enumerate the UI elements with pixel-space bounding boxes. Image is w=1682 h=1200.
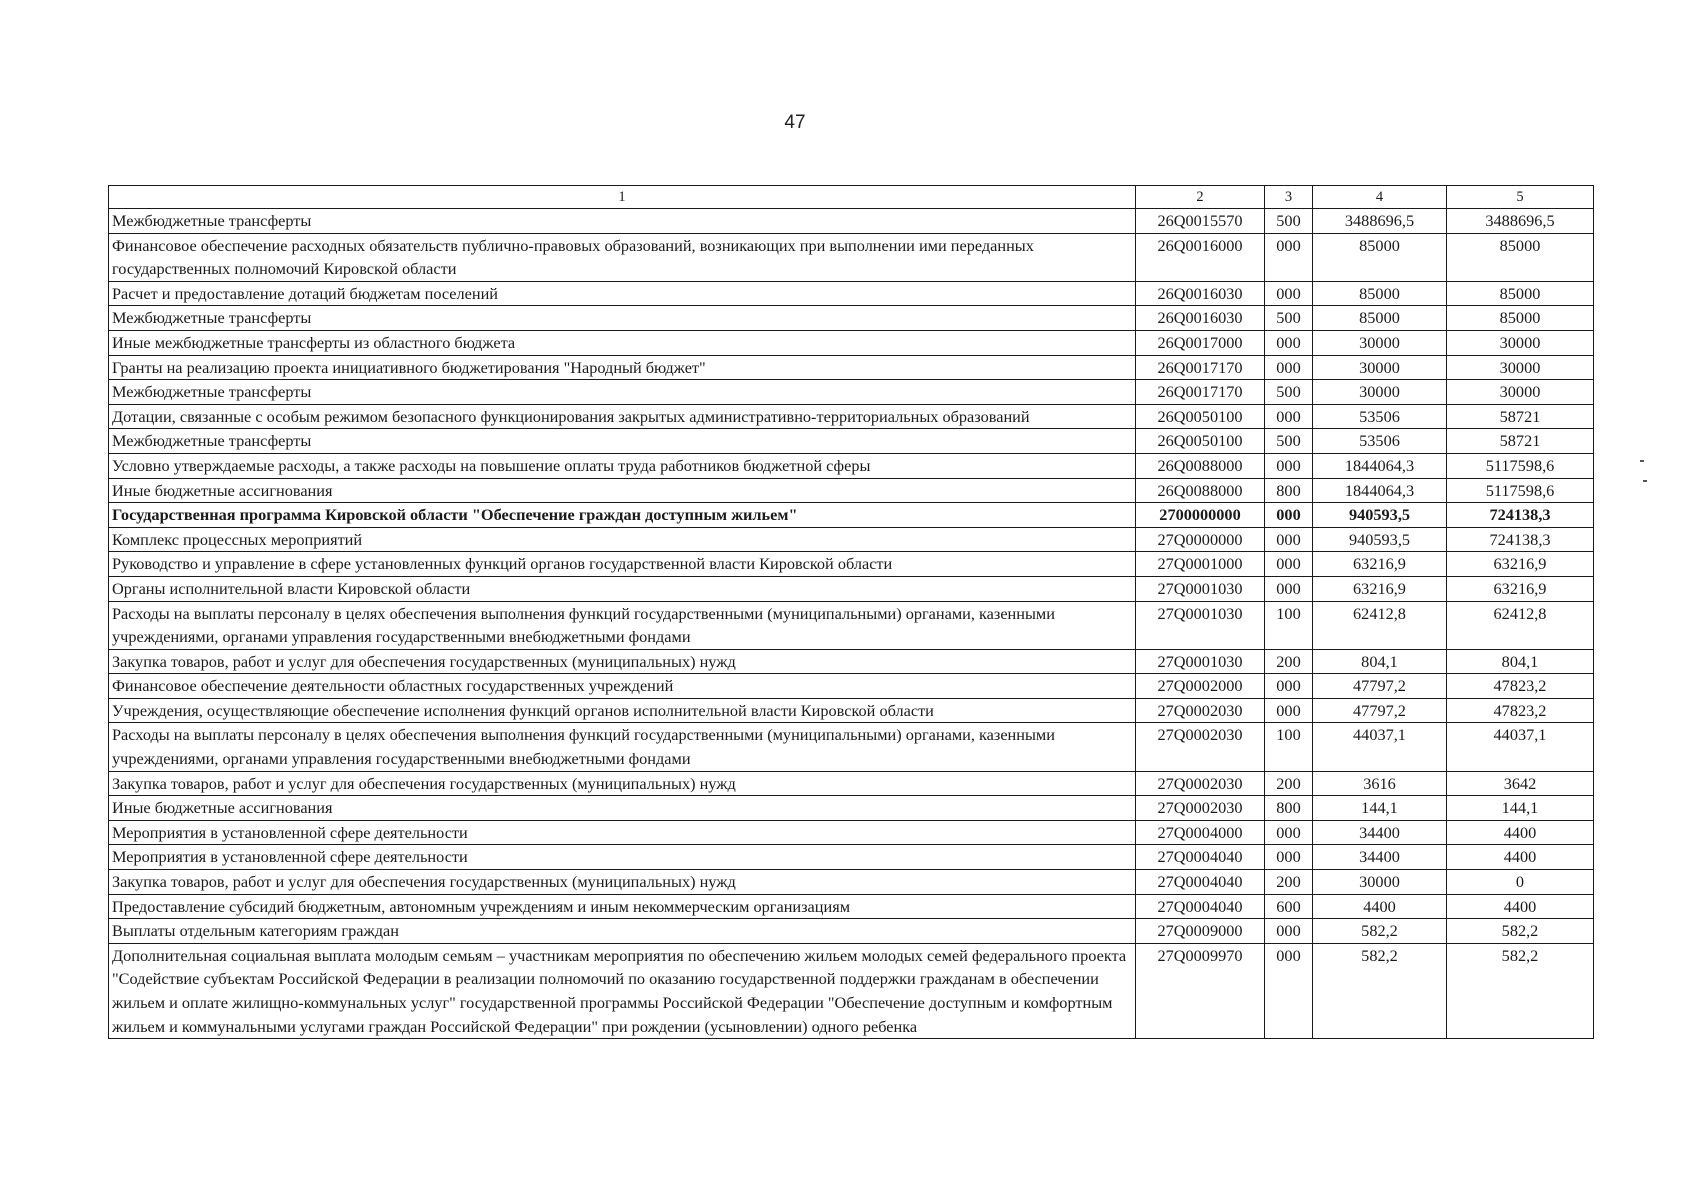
row-value-year2-cell: 804,1 [1447, 649, 1594, 674]
row-type-cell: 000 [1265, 503, 1313, 528]
scan-speck [1643, 480, 1647, 482]
table-row [109, 503, 1594, 528]
table-row [109, 552, 1594, 577]
row-value-year2-cell: 47823,2 [1447, 674, 1594, 699]
row-value-year2-cell: 47823,2 [1447, 698, 1594, 723]
row-value-year2-cell: 44037,1 [1447, 723, 1594, 771]
row-type-cell: 000 [1265, 674, 1313, 699]
row-name-cell: Межбюджетные трансферты [109, 429, 1136, 454]
row-code-cell: 27Q0002030 [1136, 796, 1265, 821]
row-value-year2-cell: 0 [1447, 870, 1594, 895]
row-value-year2-cell: 63216,9 [1447, 552, 1594, 577]
row-code-cell: 27Q0009970 [1136, 943, 1265, 1038]
row-value-year1-cell: 582,2 [1313, 919, 1447, 944]
table-row [109, 601, 1594, 649]
row-type-cell: 000 [1265, 281, 1313, 306]
row-name-cell: Межбюджетные трансферты [109, 380, 1136, 405]
row-code-cell: 27Q0001000 [1136, 552, 1265, 577]
row-code-cell: 27Q0002030 [1136, 698, 1265, 723]
row-code-cell: 26Q0088000 [1136, 453, 1265, 478]
row-value-year1-cell: 30000 [1313, 380, 1447, 405]
row-value-year1-cell: 85000 [1313, 233, 1447, 281]
row-type-cell: 100 [1265, 601, 1313, 649]
row-value-year1-cell: 85000 [1313, 281, 1447, 306]
row-type-cell: 000 [1265, 233, 1313, 281]
row-value-year2-cell: 144,1 [1447, 796, 1594, 821]
row-code-cell: 27Q0002030 [1136, 771, 1265, 796]
table-row [109, 894, 1594, 919]
row-value-year1-cell: 44037,1 [1313, 723, 1447, 771]
row-code-cell: 27Q0002030 [1136, 723, 1265, 771]
table-row [109, 478, 1594, 503]
row-value-year1-cell: 62412,8 [1313, 601, 1447, 649]
table-row [109, 281, 1594, 306]
row-type-cell: 000 [1265, 845, 1313, 870]
row-value-year2-cell: 724138,3 [1447, 503, 1594, 528]
row-type-cell: 000 [1265, 355, 1313, 380]
row-value-year2-cell: 5117598,6 [1447, 478, 1594, 503]
row-code-cell: 26Q0017170 [1136, 355, 1265, 380]
row-code-cell: 26Q0017170 [1136, 380, 1265, 405]
row-value-year2-cell: 4400 [1447, 820, 1594, 845]
row-value-year2-cell: 30000 [1447, 380, 1594, 405]
row-type-cell: 100 [1265, 723, 1313, 771]
row-value-year1-cell: 144,1 [1313, 796, 1447, 821]
table-row [109, 649, 1594, 674]
row-value-year1-cell: 53506 [1313, 429, 1447, 454]
row-name-cell: Межбюджетные трансферты [109, 209, 1136, 234]
row-code-cell: 26Q0017000 [1136, 330, 1265, 355]
table-row [109, 209, 1594, 234]
table-row [109, 870, 1594, 895]
row-name-cell: Закупка товаров, работ и услуг для обеспечения государственных (муниципальных) нужд [109, 771, 1136, 796]
row-name-cell: Учреждения, осуществляющие обеспечение исполнения функций органов исполнительной власти Кировской области [109, 698, 1136, 723]
row-value-year1-cell: 47797,2 [1313, 674, 1447, 699]
row-value-year1-cell: 3616 [1313, 771, 1447, 796]
row-type-cell: 000 [1265, 453, 1313, 478]
table-header-row [109, 186, 1594, 209]
row-name-cell: Расходы на выплаты персоналу в целях обеспечения выполнения функций государственными (муниципальными) органами, казенными учреждениями, органами управления государственными внебюджетными фондами [109, 723, 1136, 771]
row-type-cell: 200 [1265, 870, 1313, 895]
row-code-cell: 27Q0002000 [1136, 674, 1265, 699]
table-row [109, 919, 1594, 944]
row-value-year2-cell: 30000 [1447, 355, 1594, 380]
row-code-cell: 27Q0004040 [1136, 845, 1265, 870]
row-type-cell: 800 [1265, 796, 1313, 821]
row-type-cell: 000 [1265, 404, 1313, 429]
row-value-year1-cell: 1844064,3 [1313, 453, 1447, 478]
row-type-cell: 200 [1265, 771, 1313, 796]
row-name-cell: Иные бюджетные ассигнования [109, 478, 1136, 503]
row-name-cell: Финансовое обеспечение деятельности областных государственных учреждений [109, 674, 1136, 699]
row-type-cell: 500 [1265, 209, 1313, 234]
column-header-code: 2 [1136, 186, 1265, 209]
row-code-cell: 27Q0004040 [1136, 870, 1265, 895]
row-type-cell: 800 [1265, 478, 1313, 503]
table-row [109, 429, 1594, 454]
row-name-cell: Предоставление субсидий бюджетным, автономным учреждениям и иным некоммерческим организациям [109, 894, 1136, 919]
row-code-cell: 26Q0050100 [1136, 429, 1265, 454]
scan-speck [1640, 460, 1644, 462]
row-value-year2-cell: 582,2 [1447, 919, 1594, 944]
row-name-cell: Государственная программа Кировской области "Обеспечение граждан доступным жильем" [109, 503, 1136, 528]
row-value-year1-cell: 63216,9 [1313, 576, 1447, 601]
row-value-year2-cell: 62412,8 [1447, 601, 1594, 649]
row-type-cell: 600 [1265, 894, 1313, 919]
row-value-year2-cell: 85000 [1447, 233, 1594, 281]
row-value-year2-cell: 63216,9 [1447, 576, 1594, 601]
row-value-year2-cell: 5117598,6 [1447, 453, 1594, 478]
column-header-name: 1 [109, 186, 1136, 209]
row-code-cell: 26Q0016000 [1136, 233, 1265, 281]
row-code-cell: 26Q0016030 [1136, 281, 1265, 306]
row-value-year1-cell: 53506 [1313, 404, 1447, 429]
row-code-cell: 27Q0001030 [1136, 576, 1265, 601]
row-type-cell: 500 [1265, 380, 1313, 405]
row-type-cell: 000 [1265, 527, 1313, 552]
table-row [109, 820, 1594, 845]
row-value-year1-cell: 34400 [1313, 820, 1447, 845]
table-row [109, 796, 1594, 821]
column-header-year2: 5 [1447, 186, 1594, 209]
row-value-year1-cell: 63216,9 [1313, 552, 1447, 577]
row-name-cell: Условно утверждаемые расходы, а также расходы на повышение оплаты труда работников бюджетной сферы [109, 453, 1136, 478]
table-row [109, 404, 1594, 429]
row-value-year1-cell: 4400 [1313, 894, 1447, 919]
row-name-cell: Мероприятия в установленной сфере деятельности [109, 820, 1136, 845]
table-row [109, 453, 1594, 478]
row-code-cell: 26Q0088000 [1136, 478, 1265, 503]
row-name-cell: Закупка товаров, работ и услуг для обеспечения государственных (муниципальных) нужд [109, 870, 1136, 895]
row-code-cell: 26Q0050100 [1136, 404, 1265, 429]
row-value-year2-cell: 3488696,5 [1447, 209, 1594, 234]
row-name-cell: Мероприятия в установленной сфере деятельности [109, 845, 1136, 870]
page-number: 47 [784, 112, 806, 133]
row-name-cell: Финансовое обеспечение расходных обязательств публично-правовых образований, возникающих при выполнении ими переданных государственных полномочий Кировской области [109, 233, 1136, 281]
row-code-cell: 27Q0000000 [1136, 527, 1265, 552]
table-row [109, 355, 1594, 380]
row-value-year2-cell: 582,2 [1447, 943, 1594, 1038]
row-value-year2-cell: 58721 [1447, 429, 1594, 454]
row-name-cell: Расчет и предоставление дотаций бюджетам поселений [109, 281, 1136, 306]
row-type-cell: 000 [1265, 943, 1313, 1038]
row-name-cell: Закупка товаров, работ и услуг для обеспечения государственных (муниципальных) нужд [109, 649, 1136, 674]
row-name-cell: Гранты на реализацию проекта инициативного бюджетирования "Народный бюджет" [109, 355, 1136, 380]
row-code-cell: 26Q0015570 [1136, 209, 1265, 234]
row-value-year1-cell: 940593,5 [1313, 527, 1447, 552]
row-value-year1-cell: 1844064,3 [1313, 478, 1447, 503]
row-value-year1-cell: 582,2 [1313, 943, 1447, 1038]
table-row [109, 306, 1594, 331]
column-header-type: 3 [1265, 186, 1313, 209]
row-name-cell: Иные межбюджетные трансферты из областного бюджета [109, 330, 1136, 355]
row-type-cell: 200 [1265, 649, 1313, 674]
row-value-year2-cell: 4400 [1447, 894, 1594, 919]
table-row [109, 527, 1594, 552]
row-type-cell: 000 [1265, 576, 1313, 601]
row-type-cell: 500 [1265, 429, 1313, 454]
row-name-cell: Межбюджетные трансферты [109, 306, 1136, 331]
row-code-cell: 27Q0001030 [1136, 649, 1265, 674]
row-name-cell: Руководство и управление в сфере установленных функций органов государственной власти Кировской области [109, 552, 1136, 577]
table-row [109, 943, 1594, 1038]
row-type-cell: 000 [1265, 820, 1313, 845]
row-code-cell: 26Q0016030 [1136, 306, 1265, 331]
row-value-year1-cell: 804,1 [1313, 649, 1447, 674]
table-row [109, 771, 1594, 796]
row-value-year1-cell: 47797,2 [1313, 698, 1447, 723]
row-name-cell: Дотации, связанные с особым режимом безопасного функционирования закрытых административно-территориальных образований [109, 404, 1136, 429]
row-code-cell: 2700000000 [1136, 503, 1265, 528]
row-code-cell: 27Q0009000 [1136, 919, 1265, 944]
table-row [109, 576, 1594, 601]
row-value-year2-cell: 85000 [1447, 306, 1594, 331]
row-name-cell: Органы исполнительной власти Кировской области [109, 576, 1136, 601]
row-type-cell: 500 [1265, 306, 1313, 331]
table-row [109, 380, 1594, 405]
row-value-year2-cell: 58721 [1447, 404, 1594, 429]
row-value-year2-cell: 85000 [1447, 281, 1594, 306]
budget-table [108, 185, 1594, 1039]
row-value-year1-cell: 85000 [1313, 306, 1447, 331]
table-row [109, 845, 1594, 870]
table-row [109, 233, 1594, 281]
table-row [109, 698, 1594, 723]
row-type-cell: 000 [1265, 330, 1313, 355]
row-type-cell: 000 [1265, 552, 1313, 577]
row-value-year1-cell: 940593,5 [1313, 503, 1447, 528]
row-value-year2-cell: 724138,3 [1447, 527, 1594, 552]
row-name-cell: Дополнительная социальная выплата молодым семьям – участникам мероприятия по обеспечению жильем молодых семей федерального проекта "Содействие субъектам Российской Федерации в реализации полномочий по оказанию государственной поддержки гражданам в обеспечении жильем и оплате жилищно-коммунальных услуг" государственной программы Российской Федерации "Обеспечение доступным и комфортным жильем и коммунальными услугами граждан Российской Федерации" при рождении (усыновлении) одного ребенка [109, 943, 1136, 1038]
column-header-year1: 4 [1313, 186, 1447, 209]
row-name-cell: Комплекс процессных мероприятий [109, 527, 1136, 552]
row-code-cell: 27Q0004040 [1136, 894, 1265, 919]
row-name-cell: Расходы на выплаты персоналу в целях обеспечения выполнения функций государственными (муниципальными) органами, казенными учреждениями, органами управления государственными внебюджетными фондами [109, 601, 1136, 649]
row-type-cell: 000 [1265, 698, 1313, 723]
table-row [109, 330, 1594, 355]
row-name-cell: Выплаты отдельным категориям граждан [109, 919, 1136, 944]
row-value-year2-cell: 4400 [1447, 845, 1594, 870]
row-value-year2-cell: 3642 [1447, 771, 1594, 796]
row-value-year1-cell: 30000 [1313, 330, 1447, 355]
row-value-year2-cell: 30000 [1447, 330, 1594, 355]
row-type-cell: 000 [1265, 919, 1313, 944]
row-value-year1-cell: 30000 [1313, 870, 1447, 895]
row-code-cell: 27Q0001030 [1136, 601, 1265, 649]
table-row [109, 674, 1594, 699]
row-name-cell: Иные бюджетные ассигнования [109, 796, 1136, 821]
row-value-year1-cell: 3488696,5 [1313, 209, 1447, 234]
row-value-year1-cell: 30000 [1313, 355, 1447, 380]
table-row [109, 723, 1594, 771]
row-value-year1-cell: 34400 [1313, 845, 1447, 870]
row-code-cell: 27Q0004000 [1136, 820, 1265, 845]
